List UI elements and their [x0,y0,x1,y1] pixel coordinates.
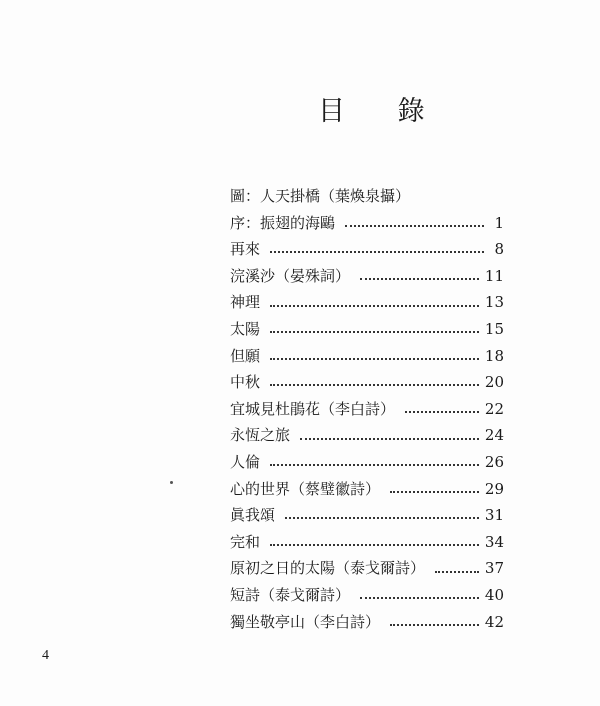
toc-entry-title: 神理 [230,293,261,312]
dot-leader [270,464,479,466]
toc-entry-10 [230,449,504,476]
toc-entry-2 [230,236,504,263]
dot-leader [435,571,479,573]
toc-entry-page: 20 [484,373,504,392]
toc-entry-page: 24 [484,426,504,445]
toc-entry-title: 原初之日的太陽（泰戈爾詩） [230,559,426,578]
dot-leader [360,597,479,599]
dot-leader [405,411,479,413]
dot-leader [360,278,479,280]
dot-leader [270,305,479,307]
dot-leader [270,384,479,386]
dot-leader [270,331,479,333]
toc-entry-title: 但願 [230,346,261,365]
toc-entry-16 [230,609,504,636]
dot-leader [270,358,479,360]
toc-entry-12 [230,502,504,529]
toc-entry-7 [230,369,504,396]
toc-entry-13 [230,529,504,556]
toc-entry-page: 40 [484,585,504,604]
toc-entry-title: 人倫 [230,452,261,471]
toc-entry-title: 心的世界（蔡璧徽詩） [230,479,381,498]
toc-entry-page: 34 [484,532,504,551]
toc-entry-title: 完和 [230,532,261,551]
toc-entry-1 [230,210,504,237]
toc-entry-title: 再來 [230,240,261,259]
toc-entry-page: 13 [484,293,504,312]
toc-entry-page: 22 [484,399,504,418]
toc-entry-title: 獨坐敬亭山（李白詩） [230,612,381,631]
dot-leader [270,251,484,253]
toc-entry-14 [230,555,504,582]
toc-entry-page: 37 [484,559,504,578]
toc-entry-page: 11 [484,266,504,285]
toc-entry-9 [230,422,504,449]
toc-entry-0 [230,183,504,210]
toc-entry-title: 太陽 [230,319,261,338]
toc-entry-title: 圖：人天掛橋（葉煥泉攝） [230,187,411,205]
toc-entry-page: 31 [484,506,504,525]
toc-entry-11 [230,476,504,503]
table-of-contents [230,183,504,635]
toc-entry-title: 永恆之旅 [230,426,291,445]
toc-entry-title: 短詩（泰戈爾詩） [230,585,351,604]
toc-entry-page: 18 [484,346,504,365]
toc-entry-8 [230,396,504,423]
toc-entry-page: 29 [484,479,504,498]
dot-leader [345,225,484,227]
dot-leader [285,517,479,519]
toc-entry-15 [230,582,504,609]
toc-entry-page: 1 [494,213,504,232]
toc-entry-title: 序：振翅的海鷗 [230,213,336,232]
page-number: 4 [42,648,49,663]
print-speck [170,481,173,484]
dot-leader [270,544,479,546]
toc-entry-3 [230,263,504,290]
toc-entry-4 [230,289,504,316]
dot-leader [390,491,479,493]
toc-entry-page: 26 [484,452,504,471]
toc-entry-6 [230,343,504,370]
toc-entry-title: 浣溪沙（晏殊詞） [230,266,351,285]
toc-entry-page: 8 [494,240,504,259]
toc-entry-title: 宜城見杜鵑花（李白詩） [230,399,396,418]
toc-entry-title: 中秋 [230,373,261,392]
page-title: 目 錄 [318,96,447,127]
toc-entry-page: 15 [484,319,504,338]
toc-entry-title: 眞我頌 [230,506,276,525]
dot-leader [390,624,479,626]
toc-entry-page: 42 [484,612,504,631]
toc-entry-5 [230,316,504,343]
dot-leader [300,438,479,440]
